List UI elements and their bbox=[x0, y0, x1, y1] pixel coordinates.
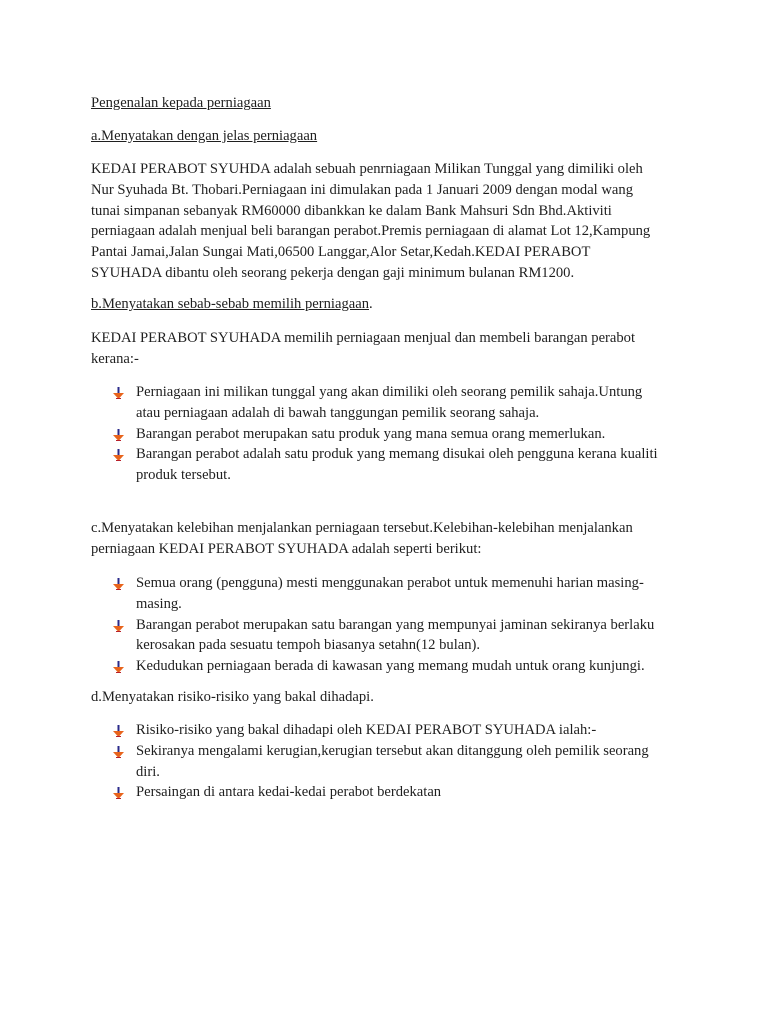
paragraph-line: c.Menyatakan kelebihan menjalankan perniagaan tersebut.Kelebihan-kelebihan menjalankan bbox=[91, 520, 633, 536]
paragraph-line: SYUHADA dibantu oleh seorang pekerja dengan gaji minimum bulanan RM1200. bbox=[91, 264, 575, 281]
bullet-text-line: atau perniagaan adalah di bawah tanggungan pemilik seorang sahaja. bbox=[136, 404, 540, 421]
paragraph-line: KEDAI PERABOT SYUHDA adalah sebuah penrniagaan Milikan Tunggal yang dimiliki oleh bbox=[91, 161, 643, 177]
bullet-text-line: Barangan perabot adalah satu produk yang memang disukai oleh pengguna kerana kualiti bbox=[136, 446, 658, 463]
paragraph-line: perniagaan KEDAI PERABOT SYUHADA adalah seperti berikut: bbox=[91, 540, 482, 557]
bullet-text-line: diri. bbox=[136, 763, 160, 780]
down-arrow-bullet-icon bbox=[113, 787, 124, 799]
bullet-text-line: Barangan perabot merupakan satu produk yang mana semua orang memerlukan. bbox=[136, 425, 606, 442]
section-d-bullet-list bbox=[113, 720, 693, 803]
section-a-paragraph bbox=[91, 159, 691, 284]
section-b-bullet-list bbox=[113, 382, 693, 486]
down-arrow-bullet-icon bbox=[113, 387, 124, 399]
bullet-item bbox=[113, 424, 693, 445]
title-text: Pengenalan kepada perniagaan bbox=[91, 95, 271, 111]
bullet-item bbox=[113, 615, 693, 657]
down-arrow-bullet-icon bbox=[113, 746, 124, 758]
bullet-text-line: masing. bbox=[136, 595, 182, 612]
down-arrow-bullet-icon bbox=[113, 620, 124, 632]
document-title bbox=[91, 93, 691, 114]
down-arrow-bullet-icon bbox=[113, 429, 124, 441]
section-c-paragraph bbox=[91, 518, 691, 560]
paragraph-line: kerana:- bbox=[91, 350, 139, 367]
bullet-text-line: Perniagaan ini milikan tunggal yang akan dimiliki oleh seorang pemilik sahaja.Untung bbox=[136, 384, 643, 400]
section-c-bullet-list bbox=[113, 573, 693, 677]
bullet-text-line: produk tersebut. bbox=[136, 467, 231, 484]
bullet-text-line: Kedudukan perniagaan berada di kawasan yang memang mudah untuk orang kunjungi. bbox=[136, 658, 645, 675]
bullet-item bbox=[113, 573, 693, 615]
section-d-heading bbox=[91, 687, 691, 708]
paragraph-line: Pantai Jamai,Jalan Sungai Mati,06500 Langgar,Alor Setar,Kedah.KEDAI PERABOT bbox=[91, 244, 591, 261]
bullet-item bbox=[113, 382, 693, 424]
bullet-item bbox=[113, 782, 693, 803]
bullet-item bbox=[113, 656, 693, 677]
bullet-item bbox=[113, 741, 693, 783]
bullet-item bbox=[113, 444, 693, 486]
heading-text: b.Menyatakan sebab-sebab memilih perniagaan bbox=[91, 296, 369, 312]
down-arrow-bullet-icon bbox=[113, 725, 124, 737]
bullet-text-line: Barangan perabot merupakan satu barangan yang mempunyai jaminan sekiranya berlaku bbox=[136, 616, 655, 633]
section-a-heading bbox=[91, 126, 691, 147]
down-arrow-bullet-icon bbox=[113, 661, 124, 673]
bullet-item bbox=[113, 720, 693, 741]
bullet-text-line: Sekiranya mengalami kerugian,kerugian tersebut akan ditanggung oleh pemilik seorang bbox=[136, 742, 649, 759]
bullet-text-line: Persaingan di antara kedai-kedai perabot berdekatan bbox=[136, 784, 442, 801]
down-arrow-bullet-icon bbox=[113, 578, 124, 590]
section-b-heading bbox=[91, 294, 691, 315]
heading-suffix: . bbox=[369, 296, 373, 312]
bullet-text-line: Risiko-risiko yang bakal dihadapi oleh KEDAI PERABOT SYUHADA ialah:- bbox=[136, 722, 597, 738]
paragraph-line: KEDAI PERABOT SYUHADA memilih perniagaan menjual dan membeli barangan perabot bbox=[91, 330, 636, 346]
heading-text: a.Menyatakan dengan jelas perniagaan bbox=[91, 128, 318, 144]
down-arrow-bullet-icon bbox=[113, 449, 124, 461]
paragraph-line: tunai simpanan sebanyak RM60000 dibankkan ke dalam Bank Mahsuri Sdn Bhd.Aktiviti bbox=[91, 202, 612, 219]
paragraph-line: perniagaan adalah menjual beli barangan perabot.Premis perniagaan di alamat Lot 12,Kampung bbox=[91, 223, 651, 240]
bullet-text-line: kerosakan pada sesuatu tempoh biasanya setahn(12 bulan). bbox=[136, 637, 481, 654]
bullet-text-line: Semua orang (pengguna) mesti menggunakan perabot untuk memenuhi harian masing- bbox=[136, 575, 644, 591]
section-b-paragraph bbox=[91, 328, 691, 370]
paragraph-line: Nur Syuhada Bt. Thobari.Perniagaan ini dimulakan pada 1 Januari 2009 dengan modal wang bbox=[91, 181, 633, 198]
heading-text: d.Menyatakan risiko-risiko yang bakal dihadapi. bbox=[91, 689, 374, 705]
